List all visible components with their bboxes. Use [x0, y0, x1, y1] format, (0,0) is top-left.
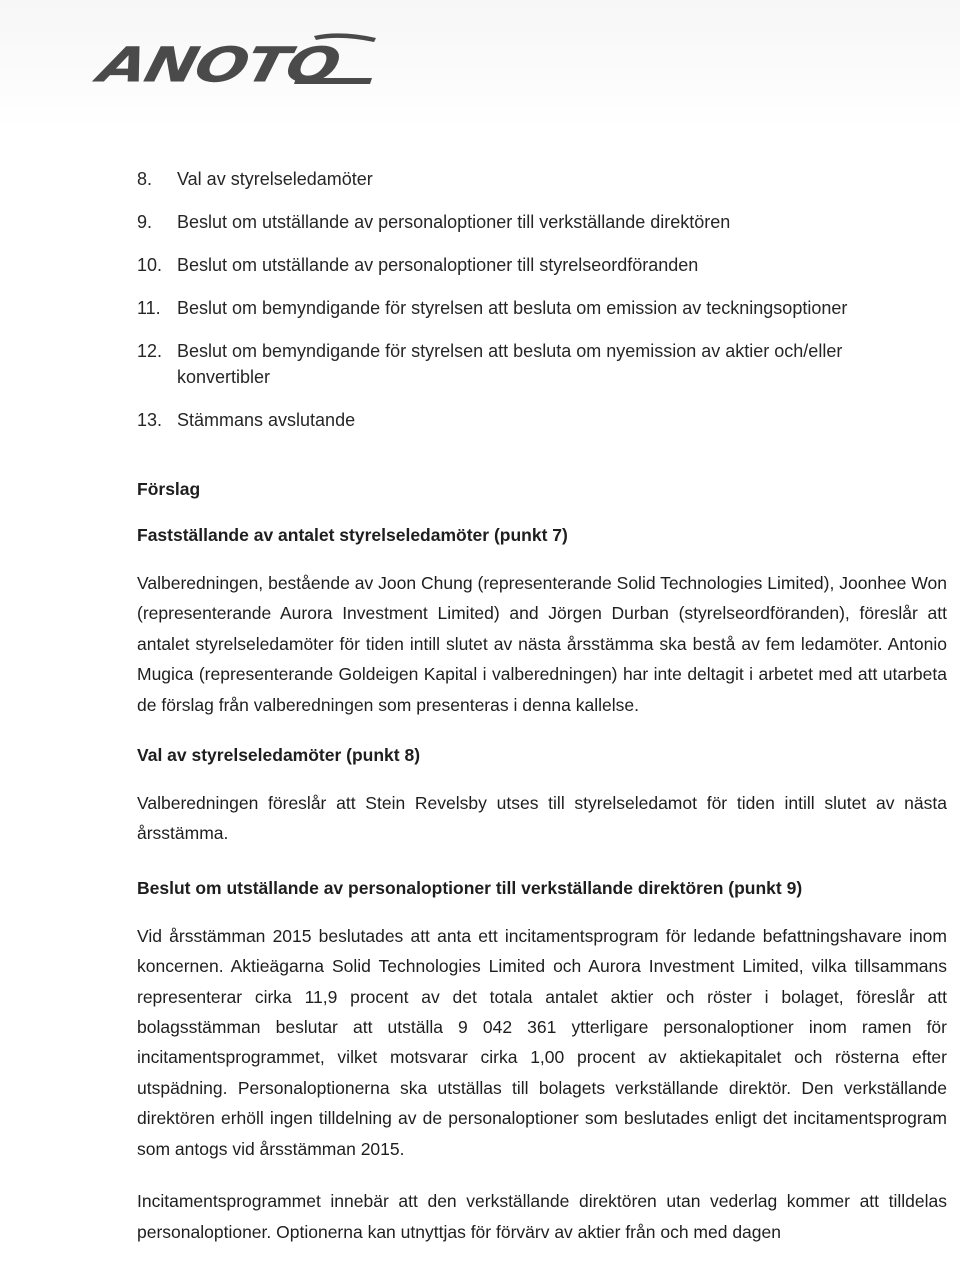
agenda-item-number: 11. [137, 298, 161, 318]
agenda-item [137, 166, 937, 192]
proposals-section [137, 476, 947, 1247]
agenda-list [137, 166, 937, 450]
agenda-item-text: Beslut om utställande av personaloptioner till styrelseordföranden [177, 255, 699, 275]
agenda-item-number: 13. [137, 410, 163, 430]
section-body-punkt-9: Vid årsstämman 2015 beslutades att anta ett incitamentsprogram för ledande befattningshavare inom koncernen. Aktieägarna Solid Technologies Limited och Aurora Investment Limited, vilka tillsammans representerar cirka 11,9 procent av det totala antalet aktier och röster i bolaget, föreslår att bolagsstämman beslutar att utställa 9 042 361 ytterligare personaloptioner inom ramen för incitamentsprogrammet, vilket motsvarar cirka 1,00 procent av aktiekapitalet och rösterna efter utspädning. Personaloptionerna ska utställas till bolagets verkställande direktör. Den verkställande direktören erhöll ingen tilldelning av de personaloptioner som beslutades enligt det incitamentsprogram som antogs vid årsstämman 2015. [137, 925, 947, 1159]
agenda-item [137, 209, 937, 235]
section-heading-punkt-8: Val av styrelseledamöter (punkt 8) [137, 745, 421, 766]
agenda-item-number: 8. [137, 169, 153, 189]
agenda-item [137, 407, 937, 433]
agenda-item [137, 252, 937, 278]
section-body-incitamentsprogram: Incitamentsprogrammet innebär att den verkställande direktören utan vederlag kommer att tilldelas personaloptioner. Optionerna kan utnyttjas för förvärv av aktier från och med dagen [137, 1191, 947, 1242]
agenda-item-number: 10. [137, 255, 163, 275]
agenda-item-number: 9. [137, 212, 153, 232]
agenda-item-text: Beslut om utställande av personaloptioner till verkställande direktören [177, 212, 731, 232]
forslag-heading: Förslag [137, 479, 201, 499]
agenda-item-text: Beslut om bemyndigande för styrelsen att besluta om emission av teckningsoptioner [177, 298, 848, 318]
agenda-item-number: 12. [137, 341, 163, 361]
agenda-item-text: Val av styrelseledamöter [177, 169, 373, 189]
agenda-item-text: Stämmans avslutande [177, 410, 356, 430]
section-body-punkt-8: Valberedningen föreslår att Stein Revelsby utses till styrelseledamot för tiden intill slutet av nästa årsstämma. [137, 793, 947, 844]
section-heading-punkt-9: Beslut om utställande av personaloptioner till verkställande direktören (punkt 9) [137, 877, 803, 898]
section-body-punkt-7: Valberedningen, bestående av Joon Chung (representerande Solid Technologies Limited), Joonhee Won (representerande Aurora Investment Limited) and Jörgen Durban (styrelseordföranden), föreslår att antalet styrelseledamöter för tiden intill slutet av nästa årsstämma ska bestå av fem ledamöter. Antonio Mugica (representerande Goldeigen Kapital i valberedningen) har inte deltagit i arbetet med att utarbeta de förslag från valberedningen som presenteras i denna kallelse. [137, 573, 947, 715]
anoto-logo [92, 30, 380, 100]
logo-wordmark: ANOTO [92, 36, 345, 94]
agenda-item-text: Beslut om bemyndigande för styrelsen att besluta om nyemission av aktier och/eller konvertibler [177, 341, 843, 387]
section-heading-punkt-7: Fastställande av antalet styrelseledamöter (punkt 7) [137, 525, 568, 545]
agenda-item [137, 338, 937, 390]
agenda-item [137, 295, 937, 321]
